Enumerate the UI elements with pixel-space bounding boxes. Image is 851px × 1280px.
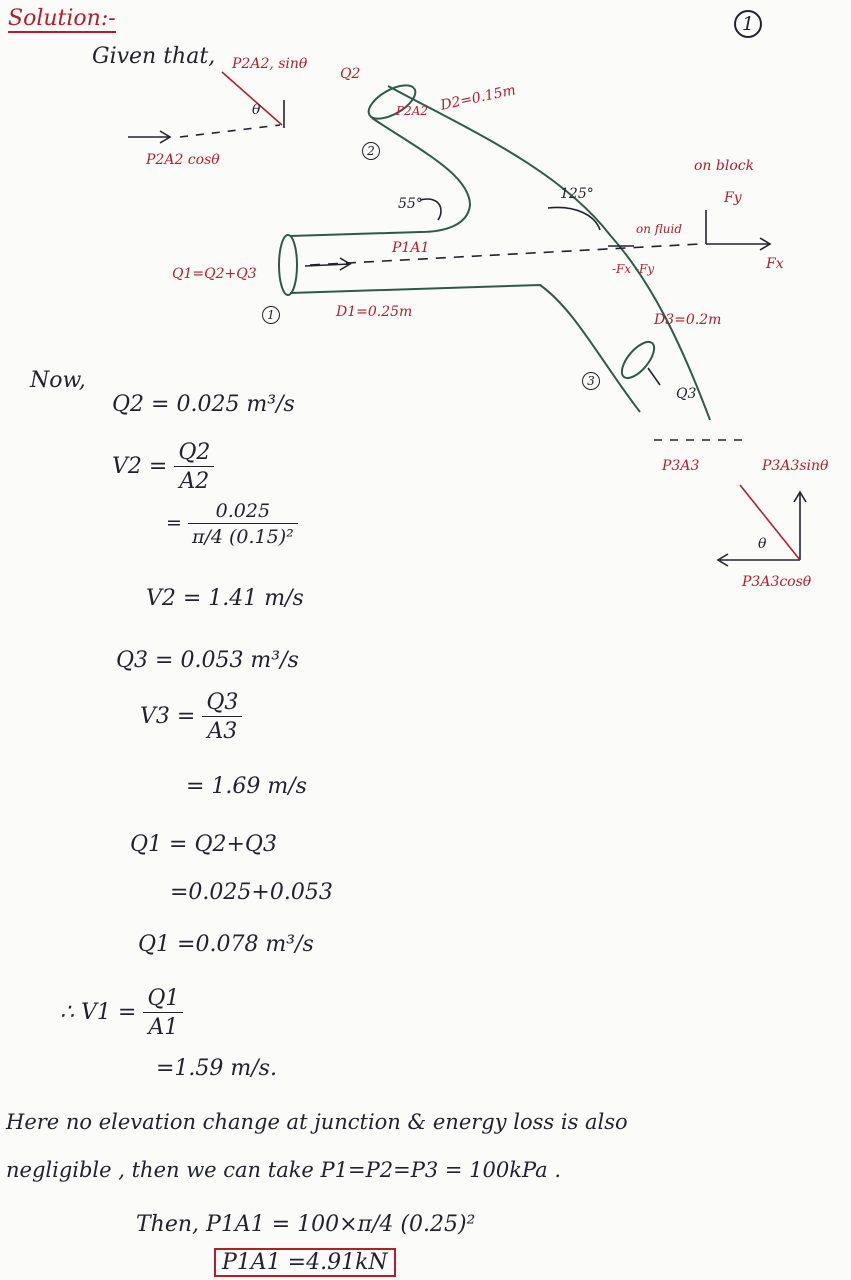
q1-substitution: =0.025+0.053 bbox=[170, 880, 333, 905]
v2-lhs: V2 = bbox=[112, 454, 168, 479]
p1a1-result-box: P1A1 =4.91kN bbox=[214, 1248, 396, 1277]
label-theta-bottom: θ bbox=[758, 536, 767, 552]
q3-arrow bbox=[648, 368, 660, 385]
label-p2a2-cos: P2A2 cosθ bbox=[146, 152, 220, 168]
conclusion-line-2: negligible , then we can take P1=P2=P3 = 100kPa . bbox=[6, 1158, 562, 1182]
solution-heading: Solution:- bbox=[8, 6, 116, 31]
pipe-junction-diagram bbox=[0, 0, 851, 620]
v1-formula bbox=[60, 986, 183, 1040]
p1a1-equation: Then, P1A1 = 100×π/4 (0.25)² bbox=[136, 1212, 476, 1237]
v2-result: V2 = 1.41 m/s bbox=[146, 586, 304, 611]
q2-value: Q2 = 0.025 m³/s bbox=[112, 392, 295, 417]
angle-55-arc bbox=[420, 199, 441, 220]
v1-result: =1.59 m/s. bbox=[156, 1056, 277, 1081]
label-fx-fy-fluid: -Fx -Fy bbox=[612, 262, 655, 276]
label-p3a3-sin: P3A3sinθ bbox=[762, 458, 829, 474]
q1-value: Q1 =0.078 m³/s bbox=[138, 932, 314, 957]
q3-value: Q3 = 0.053 m³/s bbox=[116, 648, 299, 673]
label-on-fluid: on fluid bbox=[636, 222, 683, 236]
label-d2: D2=0.15m bbox=[439, 82, 518, 114]
pipe-upper-wall bbox=[290, 118, 470, 236]
label-p2a2-sin: P2A2, sinθ bbox=[232, 56, 308, 72]
label-section-1: 1 bbox=[262, 306, 280, 324]
v3-numerator: Q3 bbox=[202, 690, 242, 717]
q1-sum: Q1 = Q2+Q3 bbox=[130, 832, 277, 857]
label-angle-55: 55° bbox=[398, 196, 423, 212]
label-p3a3: P3A3 bbox=[662, 458, 700, 474]
v2-fraction bbox=[174, 440, 214, 494]
page-number-badge: 1 bbox=[734, 10, 762, 38]
v3-lhs: V3 = bbox=[140, 704, 196, 729]
v3-formula bbox=[140, 690, 242, 744]
v1-numerator: Q1 bbox=[143, 986, 183, 1013]
label-on-block: on block bbox=[694, 158, 755, 174]
section-1-ellipse bbox=[279, 235, 297, 295]
v2-formula bbox=[112, 440, 214, 494]
label-section-2: 2 bbox=[362, 142, 380, 160]
v3-denominator: A3 bbox=[207, 719, 238, 744]
v1-denominator: A1 bbox=[148, 1015, 179, 1040]
v3-fraction bbox=[202, 690, 242, 744]
now-label: Now, bbox=[30, 368, 86, 393]
label-q1-equation: Q1=Q2+Q3 bbox=[172, 266, 257, 282]
label-fx: Fx bbox=[766, 256, 784, 272]
label-p3a3-cos: P3A3cosθ bbox=[742, 574, 812, 590]
v2-denominator: A2 bbox=[179, 469, 210, 494]
v2-substitution: = $\frac{0.025}{\text{π/4 (0.15)²}}$ bbox=[166, 500, 298, 548]
label-d1: D1=0.25m bbox=[336, 304, 413, 320]
label-theta-top: θ bbox=[252, 102, 261, 118]
v2-sub-denominator: π/4 (0.15)² bbox=[191, 526, 294, 548]
v2-sub-numerator: 0.025 bbox=[188, 500, 298, 524]
v1-fraction bbox=[143, 986, 183, 1040]
section-2-ellipse bbox=[363, 79, 420, 126]
label-p2a2-section: P2A2 bbox=[396, 104, 429, 118]
label-d3: D3=0.2m bbox=[654, 312, 722, 328]
p3-resultant bbox=[740, 485, 800, 560]
label-p1a1: P1A1 bbox=[392, 240, 430, 256]
label-q2: Q2 bbox=[340, 66, 361, 82]
label-angle-125: 125° bbox=[560, 186, 594, 202]
v2-numerator: Q2 bbox=[174, 440, 214, 467]
pipe-top-wall bbox=[388, 86, 710, 420]
v3-result: = 1.69 m/s bbox=[186, 774, 307, 799]
conclusion-line-1: Here no elevation change at junction & energy loss is also bbox=[6, 1110, 628, 1134]
v1-lhs: ∴ V1 = bbox=[60, 1000, 137, 1025]
label-fy: Fy bbox=[724, 190, 742, 206]
v2-sub-fraction bbox=[188, 500, 298, 548]
angle-125-arc bbox=[548, 207, 600, 230]
label-section-3: 3 bbox=[582, 372, 600, 390]
label-q3: Q3 bbox=[676, 386, 697, 402]
given-label: Given that, bbox=[92, 44, 216, 69]
